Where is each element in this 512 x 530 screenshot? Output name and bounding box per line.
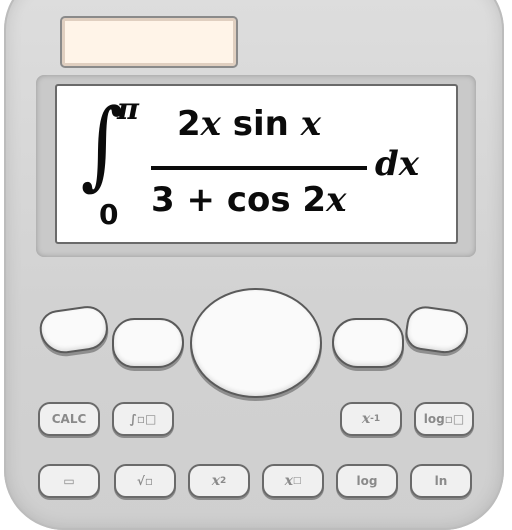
square-button[interactable]: x 2 [188, 464, 250, 498]
optn-button[interactable] [112, 318, 184, 368]
integral-symbol: ∫ [80, 88, 124, 200]
display-screen [55, 84, 458, 244]
solar-panel [60, 16, 238, 68]
ln-button[interactable]: ln [410, 464, 472, 498]
log-base-button[interactable]: log▫□ [414, 402, 474, 436]
sqrt-button[interactable]: √▫ [114, 464, 176, 498]
fraction-button[interactable]: ▭ [38, 464, 100, 498]
power-button[interactable]: x □ [262, 464, 324, 498]
denominator: 3 + cos 2x [151, 180, 347, 220]
navigation-pad[interactable] [190, 288, 322, 398]
integral-button[interactable]: ∫▫□ [112, 402, 174, 436]
log-button[interactable]: log [336, 464, 398, 498]
numerator: 2x sin x [177, 104, 322, 144]
fraction-bar [151, 166, 367, 170]
lower-limit: 0 [99, 198, 119, 231]
differential: dx [375, 144, 420, 184]
menu-button[interactable] [332, 318, 404, 368]
inverse-button[interactable]: x -1 [340, 402, 402, 436]
calc-button[interactable]: CALC [38, 402, 100, 436]
upper-limit: π [117, 92, 139, 127]
